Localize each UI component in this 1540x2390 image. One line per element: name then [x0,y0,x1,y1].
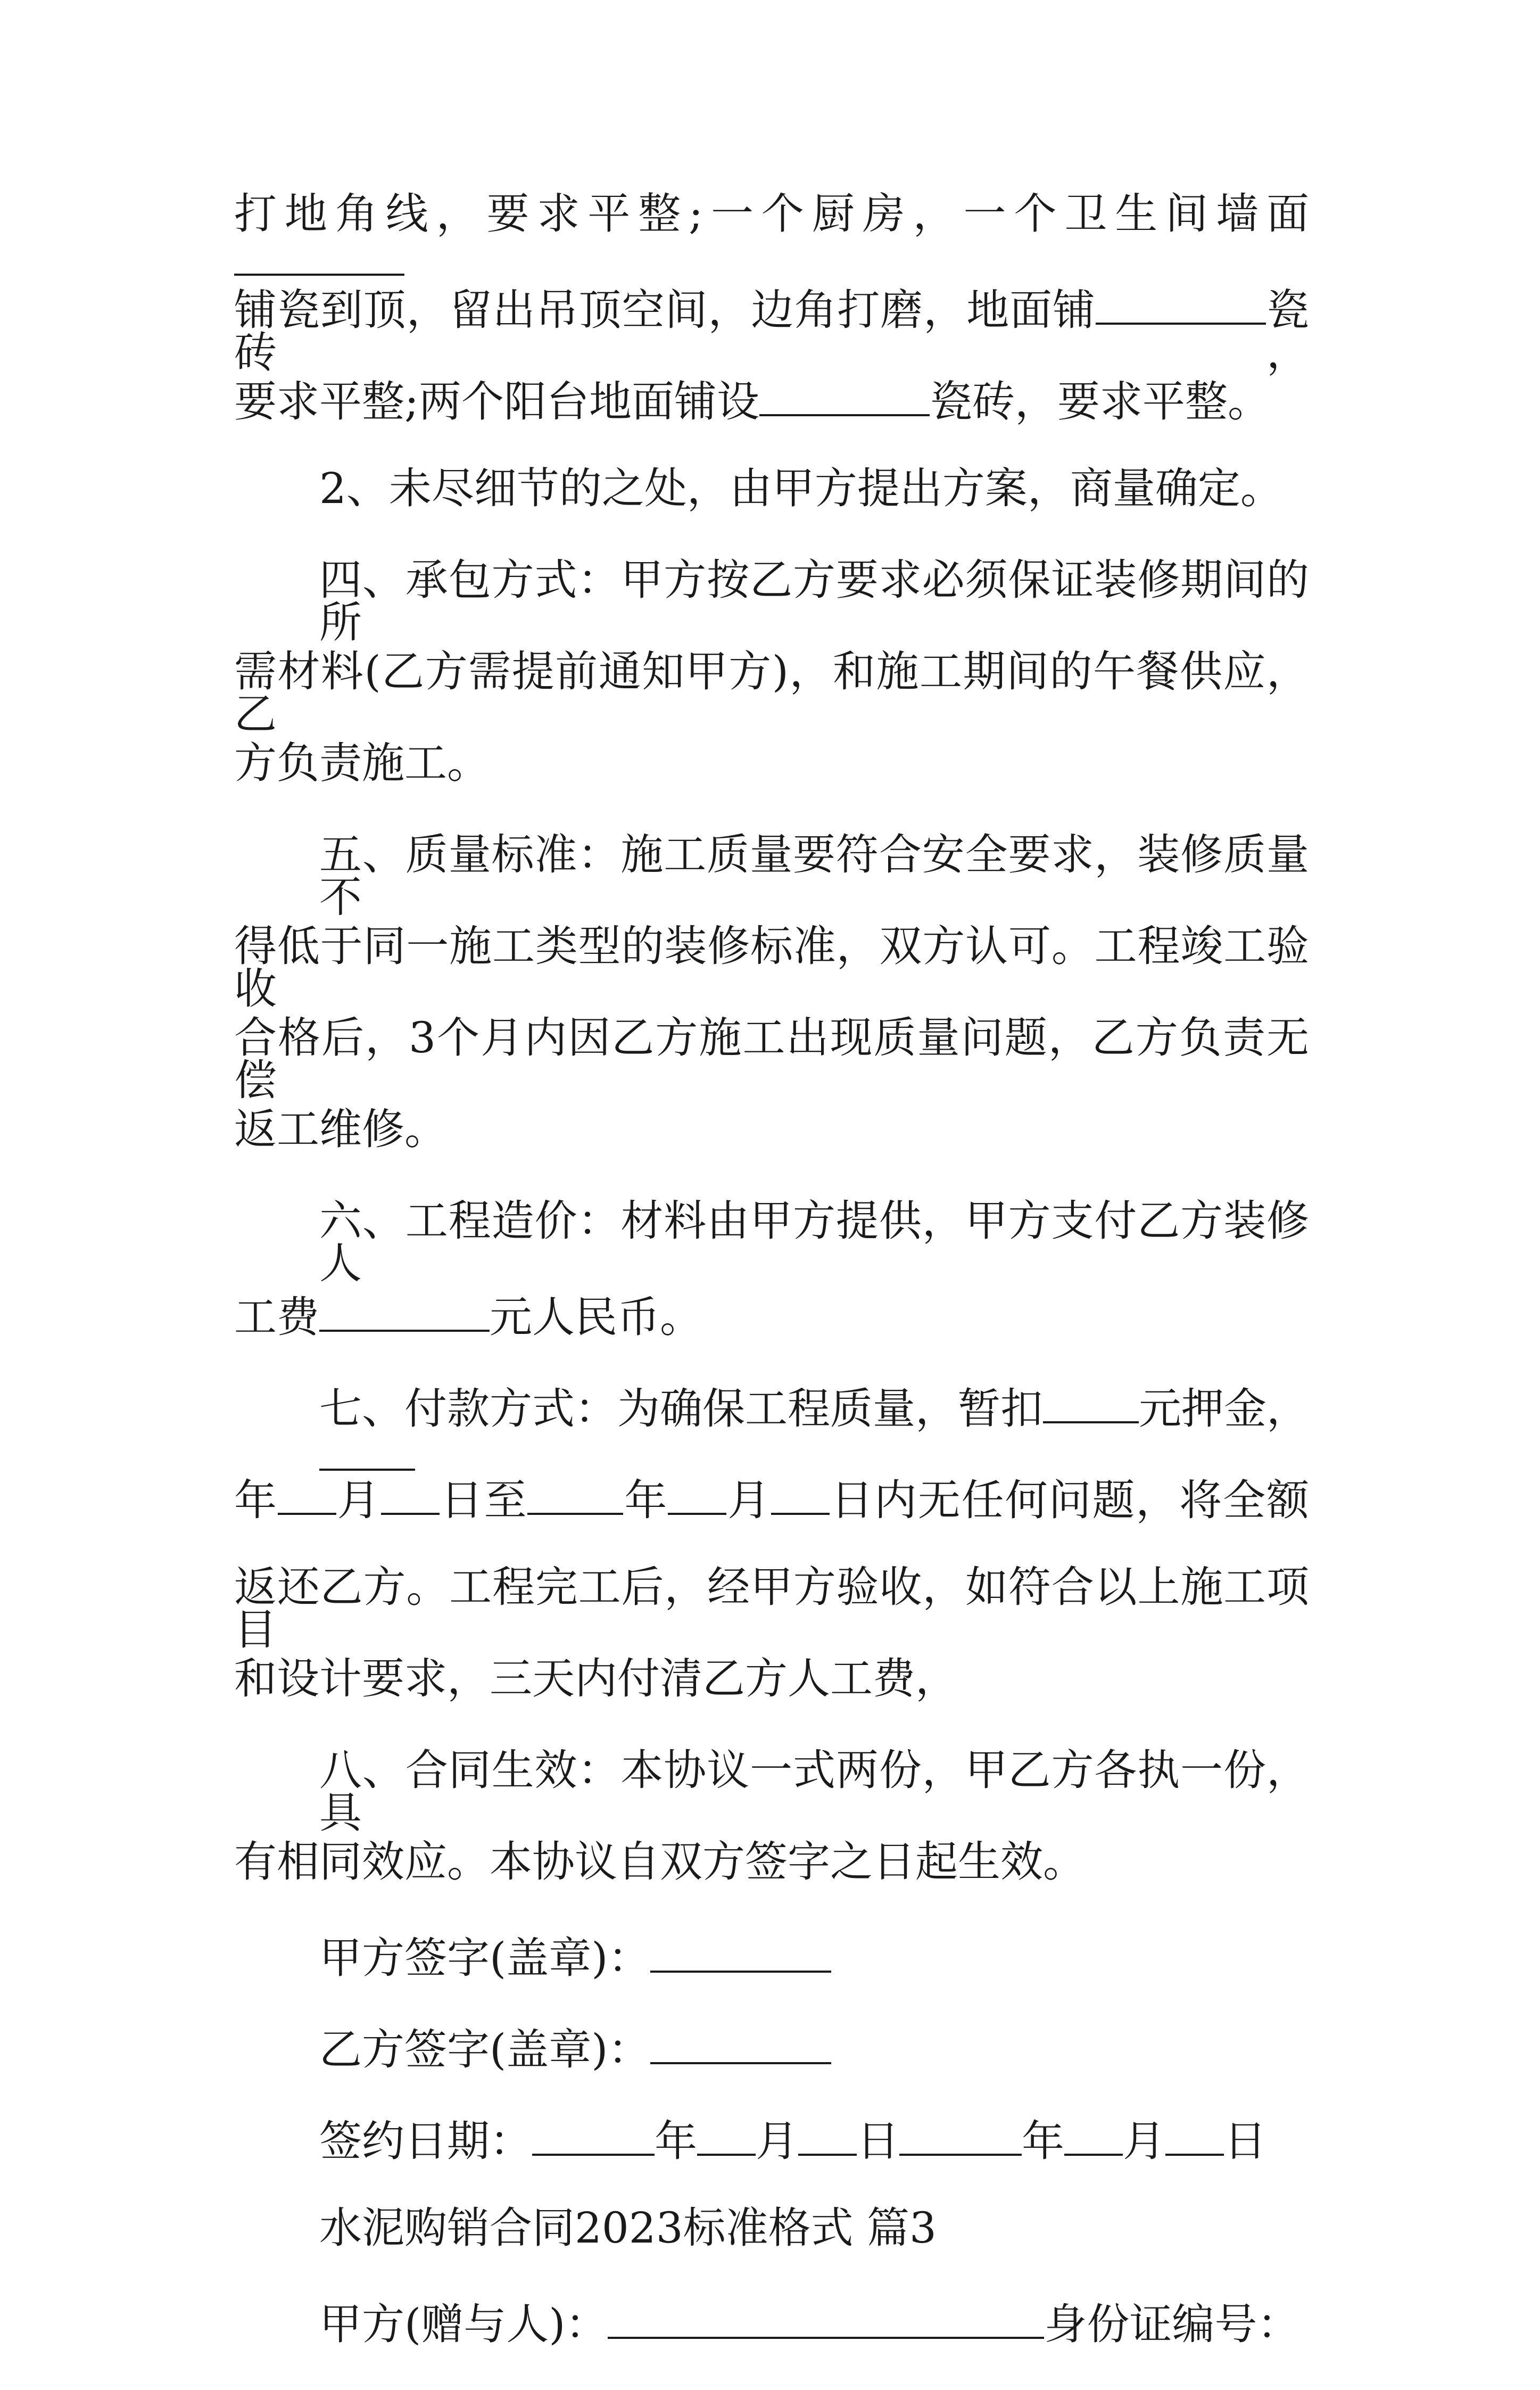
line-text: 身份证编号： [1044,2300,1300,2349]
paragraph-line [234,1196,1309,1288]
paragraph-line [234,1291,1309,1342]
line-text: 需材料(乙方需提前通知甲方)，和施工期间的午餐供应，乙 [234,647,1309,739]
line-text: 元押金， [1139,1384,1309,1433]
line-text: 年 [234,1476,278,1525]
fill-blank[interactable] [278,1474,336,1515]
line-text: 返工维修。 [234,1105,447,1154]
fill-blank[interactable] [1064,2115,1123,2156]
fill-blank[interactable] [899,2115,1022,2156]
line-text: 八、合同生效：本协议一式两份，甲乙方各执一份，具 [319,1745,1309,1837]
line-text: 月 [726,1476,772,1525]
fill-blank[interactable] [527,1474,623,1515]
line-text: 月 [336,1476,381,1525]
line-text: 日 [857,2116,899,2166]
paragraph-line [234,1474,1310,1525]
paragraph-line [234,189,1309,238]
section-heading [234,2203,1309,2253]
line-text: 打地角线，要求平整;一个厨房，一个卫生间墙面 [234,189,1309,238]
fill-blank[interactable] [319,1430,415,1471]
signature-line-party-b [234,2024,1309,2074]
fill-blank[interactable] [381,1474,440,1515]
paragraph-line [234,1654,1309,1703]
document-body [234,189,1310,2390]
line-text: 五、质量标准：施工质量要符合安全要求，装修质量不 [319,830,1309,922]
signature-blank[interactable] [650,1932,831,1973]
fill-blank[interactable] [532,2115,655,2156]
line-text: 元人民币。 [490,1292,702,1342]
fill-blank[interactable] [697,2115,756,2156]
fill-blank[interactable] [608,2298,1044,2339]
line-text: 七、付款方式：为确保工程质量，暂扣 [319,1384,1043,1433]
line-text: 四、承包方式：甲方按乙方要求必须保证装修期间的所 [319,555,1309,647]
line-text: 和设计要求，三天内付清乙方人工费， [234,1654,958,1703]
paragraph-line [234,738,1309,788]
paragraph-line [234,1383,1309,1433]
paragraph-line [234,376,1309,426]
line-text: 瓷砖，要求平整。 [929,377,1270,426]
fill-blank[interactable] [1165,2115,1224,2156]
line-text: 2、未尽细节的之处，由甲方提出方案，商量确定。 [319,464,1283,513]
fill-blank[interactable] [319,1291,490,1332]
fill-blank[interactable] [1043,1383,1139,1423]
fill-blank[interactable] [234,235,404,276]
line-text: 返还乙方。工程完工后，经甲方验收，如符合以上施工项目 [234,1562,1309,1654]
paragraph-line [234,1105,1309,1154]
line-text: 年 [655,2116,697,2166]
signature-blank[interactable] [650,2024,831,2064]
line-text: 瓷砖， [234,285,1309,377]
fill-blank[interactable] [1096,284,1266,325]
line-text: 日至 [439,1476,528,1525]
line-text: 年 [1022,2116,1064,2166]
line-text: 有相同效应。本协议自双方签字之日起生效。 [234,1837,1086,1886]
line-text: 月 [1123,2116,1165,2166]
paragraph-line [234,1013,1309,1105]
heading-text: 水泥购销合同2023标准格式 篇3 [319,2203,937,2253]
line-text: 铺瓷到顶，留出吊顶空间，边角打磨，地面铺 [234,285,1096,335]
paragraph-line [234,284,1309,377]
line-text: 方负责施工。 [234,738,490,788]
line-text: 工费 [234,1292,319,1342]
line-text: 要求平整;两个阳台地面铺设 [234,377,759,426]
line-text: 六、工程造价：材料由甲方提供，甲方支付乙方装修人 [319,1196,1309,1288]
line-text: 签约日期： [319,2116,532,2166]
paragraph-line [234,647,1309,739]
line-text: 甲方签字(盖章)： [319,1933,651,1983]
signing-date-line [234,2115,1309,2166]
line-text: 甲方(赠与人)： [319,2300,608,2349]
paragraph-line [234,1745,1309,1837]
fill-blank[interactable] [798,2115,857,2156]
donor-line [234,2298,1309,2349]
line-text: 合格后，3个月内因乙方施工出现质量问题，乙方负责无偿 [234,1013,1309,1105]
fill-blank[interactable] [759,376,930,416]
paragraph-line [234,1837,1309,1886]
paragraph-line [234,921,1309,1013]
paragraph-line [234,1562,1309,1654]
paragraph-line [234,830,1309,922]
line-text: 月 [756,2116,798,2166]
fill-blank[interactable] [668,1474,726,1515]
paragraph-line [234,555,1309,647]
signature-line-party-a [234,1932,1309,1983]
fill-blank[interactable] [771,1474,830,1515]
line-text: 得低于同一施工类型的装修标准，双方认可。工程竣工验收 [234,921,1309,1013]
line-text: 日 [1224,2116,1266,2166]
paragraph-line [234,464,1309,513]
line-text: 年 [623,1476,668,1525]
line-text: 日内无任何问题，将全额 [830,1476,1310,1525]
line-text: 乙方签字(盖章)： [319,2025,651,2074]
